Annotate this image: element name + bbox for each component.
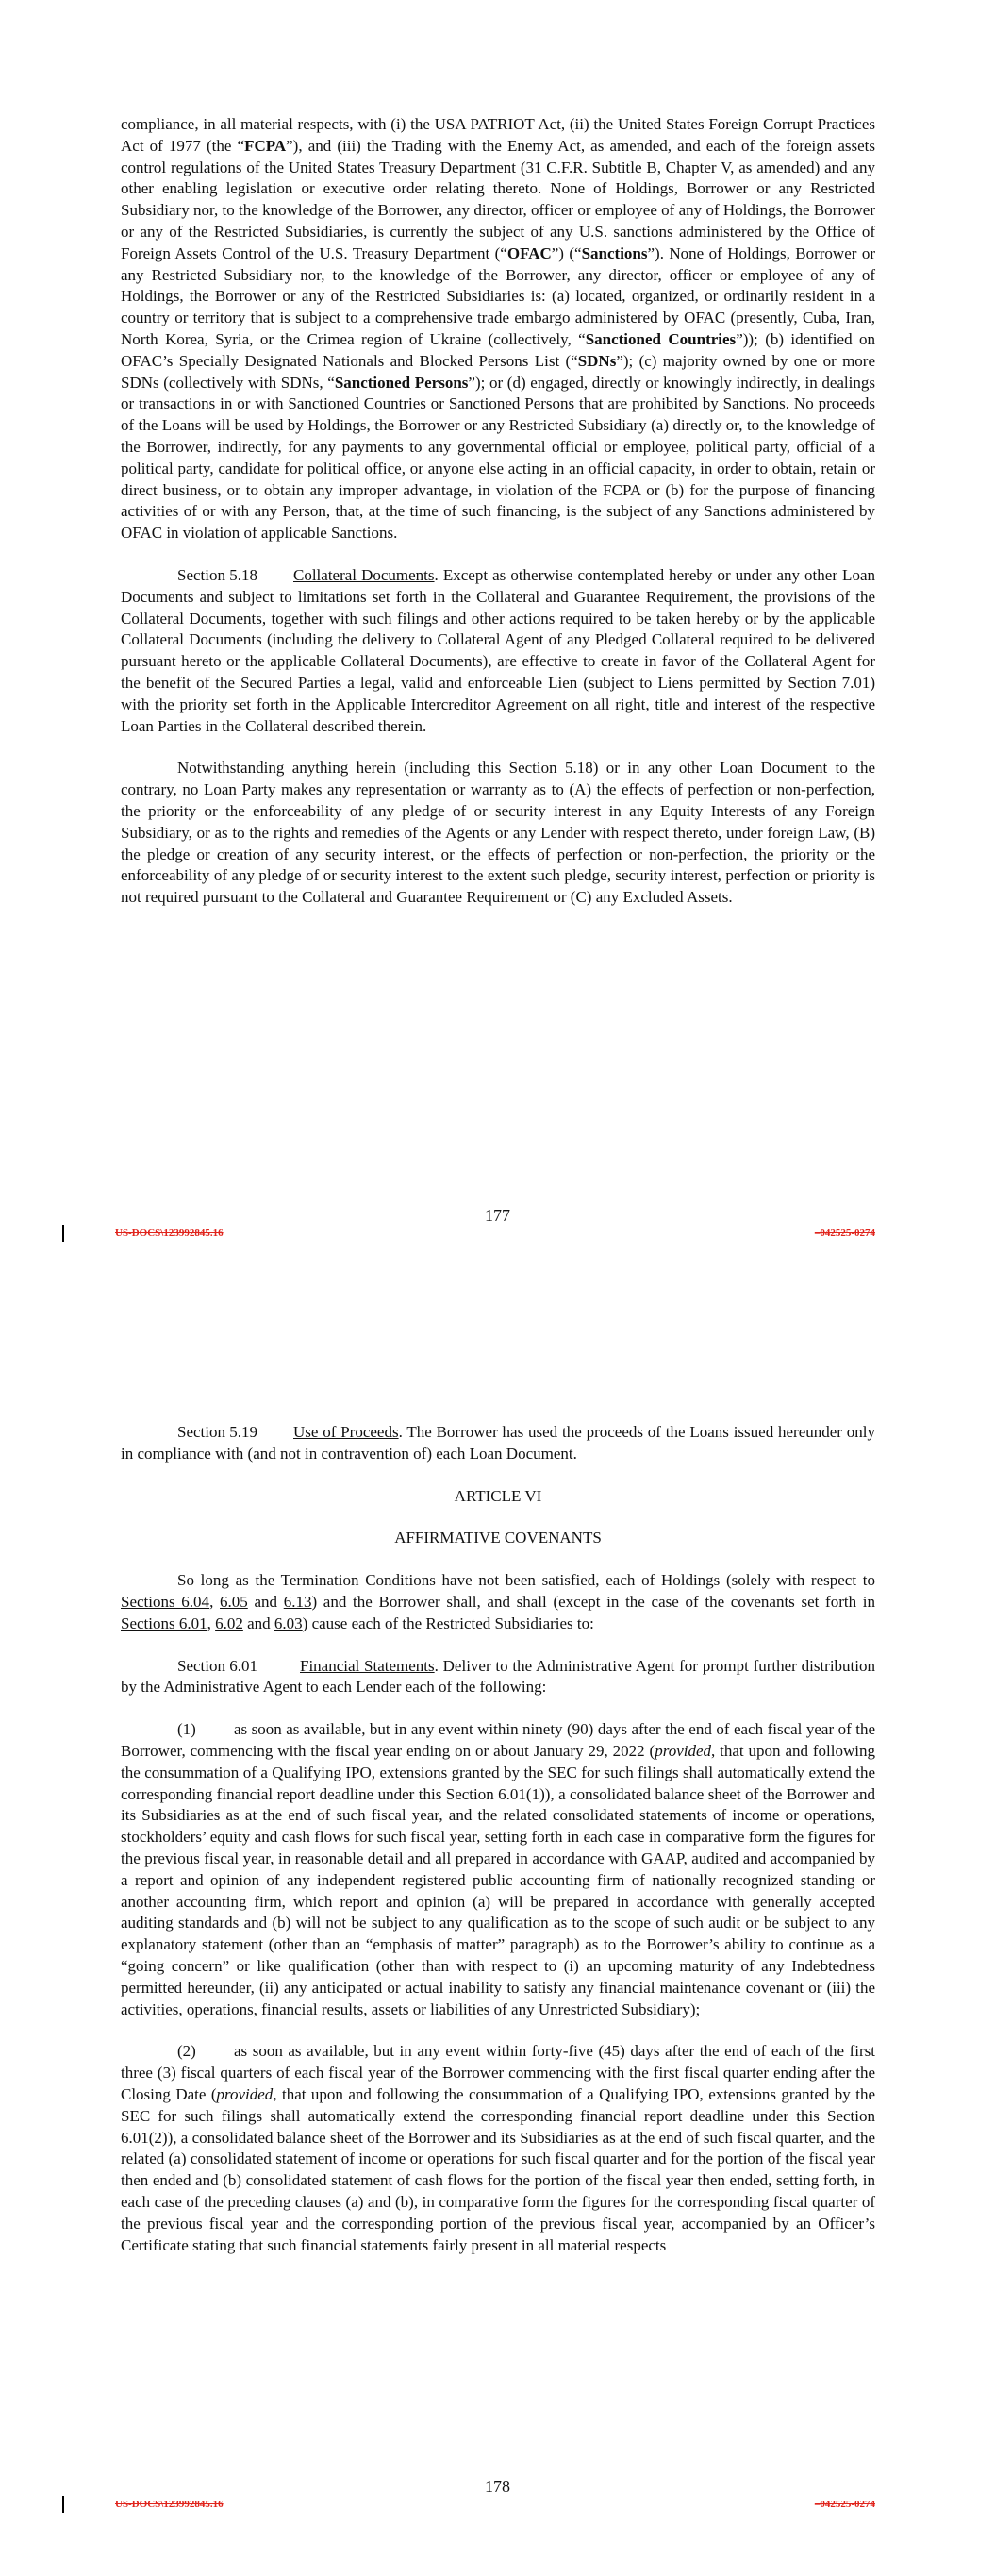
list-item-1: (1) as soon as available, but in any event within ninety (90) days after the end of each fiscal year of the Borrower, commencing with the fiscal year ending on or about January 29, 2022 (provided, that upon and following the consummation of a Qualifying IPO, extensions granted by the SEC for such filings shall automatically extend the corresponding financial report deadline under this Section 6.01(1)), a consolidated balance sheet of the Borrower and its Subsidiaries as at the end of such fiscal year, and the related consolidated statements of income or operations, stockholders’ equity and cash flows for such fiscal year, setting forth in each case in comparative form the figures for the previous fiscal year, in reasonable detail and all prepared in accordance with GAAP, audited and accompanied by a report and opinion of any independent registered public accounting firm of nationally recognized standing or another accounting firm, which report and opinion (a) will be prepared in accordance with generally accepted auditing standards and (b) will not be subject to any qualification as to the scope of such audit or be subject to any explanatory statement (other than an “emphasis of matter” paragraph) as to the Borrower’s ability to continue as a “going concern” or like qualification (other than with respect to (i) an upcoming maturity of any Indebtedness permitted hereunder, (ii) any anticipated or actual inability to satisfy any financial maintenance covenant or (iii) the activities, operations, financial results, assets or liabilities of any Unrestricted Subsidiary); <box>121 1720 875 2018</box>
section-title: Collateral Documents <box>293 565 435 584</box>
section-title: Use of Proceeds <box>293 1423 399 1441</box>
section-reference: Sections 6.01 <box>121 1614 207 1632</box>
footer-doc-id: US-DOCS\123992845.16 <box>115 1228 224 1239</box>
article-heading: ARTICLE VI <box>454 1486 542 1505</box>
section-reference: 6.05 <box>220 1592 248 1611</box>
defined-term-ofac: OFAC <box>506 243 552 262</box>
list-item-2: (2) as soon as available, but in any event within forty-five (45) days after the end of each of the first three (3) fiscal quarters of each fiscal year of the Borrower commencing with the first fiscal quarter ending after the Closing Date (provided, that upon and following the consummation of a Qualifying IPO, extensions granted by the SEC for such filings shall automatically extend the corresponding financial report deadline under this Section 6.01(2)), a consolidated balance sheet of the Borrower and its Subsidiaries as at the end of such fiscal quarter, and the related (a) consolidated statement of income or operations for such fiscal quarter and for the portion of the fiscal year then ended and (b) consolidated statement of cash flows for the portion of the fiscal year then ended, setting forth, in each case of the preceding clauses (a) and (b), in comparative form the figures for the corresponding fiscal quarter of the previous fiscal year and the corresponding portion of the previous fiscal year, accompanied by an Officer’s Certificate stating that such financial statements fairly present in all material respects <box>121 2042 875 2254</box>
footer-doc-number: –042525-0274 <box>814 2499 875 2510</box>
list-number: (1) <box>177 1720 196 1739</box>
covenants-intro: So long as the Termination Conditions have not been satisfied, each of Holdings (solely with respect to Sections 6.04, 6.05 and 6.13) and the Borrower shall, and shall (except in the case of the covenants set forth in Sections 6.01, 6.02 and 6.03) cause each of the Restricted Subsidiaries to: <box>121 1571 876 1632</box>
change-bar <box>62 1225 64 1242</box>
defined-term-sanctions: Sanctions <box>581 243 648 262</box>
page-178-body <box>121 1422 875 2277</box>
defined-term-sanctioned-countries: Sanctioned Countries <box>585 329 737 348</box>
defined-term-sdns: SDNs <box>577 351 617 370</box>
page-177-body <box>121 114 875 929</box>
list-number: (2) <box>177 2042 196 2061</box>
section-number: Section 6.01 <box>177 1656 257 1675</box>
defined-term-sanctioned-persons: Sanctioned Persons <box>334 373 469 392</box>
section-5-18: Section 5.18 Collateral Documents. Except as otherwise contemplated hereby or under any other Loan Documents and subject to limitations set forth in the Collateral and Guarantee Requirement, the provisions of the Collateral Documents, together with such filings and other actions required to be taken hereby or by the applicable Collateral Documents (including the delivery to Collateral Agent of any Pledged Collateral required to be delivered pursuant hereto or the applicable Collateral Documents), are effective to create in favor of the Collateral Agent for the benefit of the Secured Parties a legal, valid and enforceable Lien (subject to Liens permitted by Section 7.01) with the priority set forth in the Applicable Intercreditor Agreement on all right, title and interest of the respective Loan Parties in the Collateral described therein. <box>121 565 875 735</box>
defined-term-fcpa: FCPA <box>244 136 287 155</box>
section-reference: 6.02 <box>215 1614 243 1632</box>
section-number: Section 5.19 <box>177 1423 257 1441</box>
notwithstanding-paragraph: Notwithstanding anything herein (including this Section 5.18) or in any other Loan Document to the contrary, no Loan Party makes any representation or warranty as to (A) the effects of perfection or non-perfection, the priority or the enforceability of any pledge of or security interest in any Equity Interests of any Foreign Subsidiary, or as to the rights and remedies of the Agents or any Lender with respect thereto, under foreign Law, (B) the pledge or creation of any security interest, or the effects of perfection or non-perfection, the priority or the enforceability of any pledge of or security interest to the extent such pledge, security interest, perfection or priority is not required pursuant to the Collateral and Guarantee Requirement or (C) any Excluded Assets. <box>121 759 875 907</box>
footer-doc-number: –042525-0274 <box>814 1228 875 1239</box>
section-reference: Sections 6.04 <box>121 1592 210 1611</box>
section-6-01: Section 6.01 Financial Statements. Deliver to the Administrative Agent for prompt further distribution by the Administrative Agent to each Lender each of the following: <box>121 1656 876 1697</box>
page-number: 177 <box>485 1206 510 1225</box>
section-reference: 6.13 <box>283 1592 312 1611</box>
change-bar <box>62 2496 64 2513</box>
footer-doc-id: US-DOCS\123992845.16 <box>115 2499 224 2510</box>
sanctions-paragraph: compliance, in all material respects, with (i) the USA PATRIOT Act, (ii) the United States Foreign Corrupt Practices Act of 1977 (the “FCPA”), and (iii) the Trading with the Enemy Act, as amended, and each of the foreign assets control regulations of the United States Treasury Department (31 C.F.R. Subtitle B, Chapter V, as amended) and any other enabling legislation or executive order relating thereto. None of Holdings, Borrower or any Restricted Subsidiary nor, to the knowledge of the Borrower, any director, officer or employee of any of Holdings, the Borrower or any of the Restricted Subsidiaries, is currently the subject of any U.S. sanctions administered by the Office of Foreign Assets Control of the U.S. Treasury Department (“OFAC”) (“Sanctions”). None of Holdings, Borrower or any Restricted Subsidiary nor, to the knowledge of the Borrower, any director, officer or employee of any of Holdings, the Borrower or any of the Restricted Subsidiaries is: (a) located, organized, or ordinarily resident in a country or territory that is subject to a comprehensive trade embargo administered by OFAC (presently, Cuba, Iran, North Korea, Syria, or the Crimea region of Ukraine (collectively, “Sanctioned Countries”)); (b) identified on OFAC’s Specially Designated Nationals and Blocked Persons List (“SDNs”); (c) majority owned by one or more SDNs (collectively with SDNs, “Sanctioned Persons”); or (d) engaged, directly or knowingly indirectly, in dealings or transactions in or with Sanctioned Countries or Sanctioned Persons that are prohibited by Sanctions. No proceeds of the Loans will be used by Holdings, the Borrower or any Restricted Subsidiary (a) directly or, to the knowledge of the Borrower, indirectly, for any payments to any governmental official or employee, political party, official of a political party, candidate for political office, or anyone else acting in an official capacity, in order to obtain, retain or direct business, or to obtain any improper advantage, in violation of the FCPA or (b) for the purpose of financing activities of or with any Person, that, at the time of such financing, is the subject of any Sanctions administered by OFAC in violation of applicable Sanctions. <box>121 115 875 543</box>
section-number: Section 5.18 <box>177 565 257 584</box>
page-number: 178 <box>485 2477 510 2496</box>
section-5-19: Section 5.19 Use of Proceeds. The Borrower has used the proceeds of the Loans issued hereunder only in compliance with (and not in contravention of) each Loan Document. <box>121 1423 875 1463</box>
section-title: Financial Statements <box>300 1656 435 1675</box>
section-reference: 6.03 <box>274 1614 303 1632</box>
article-title: AFFIRMATIVE COVENANTS <box>394 1529 602 1547</box>
